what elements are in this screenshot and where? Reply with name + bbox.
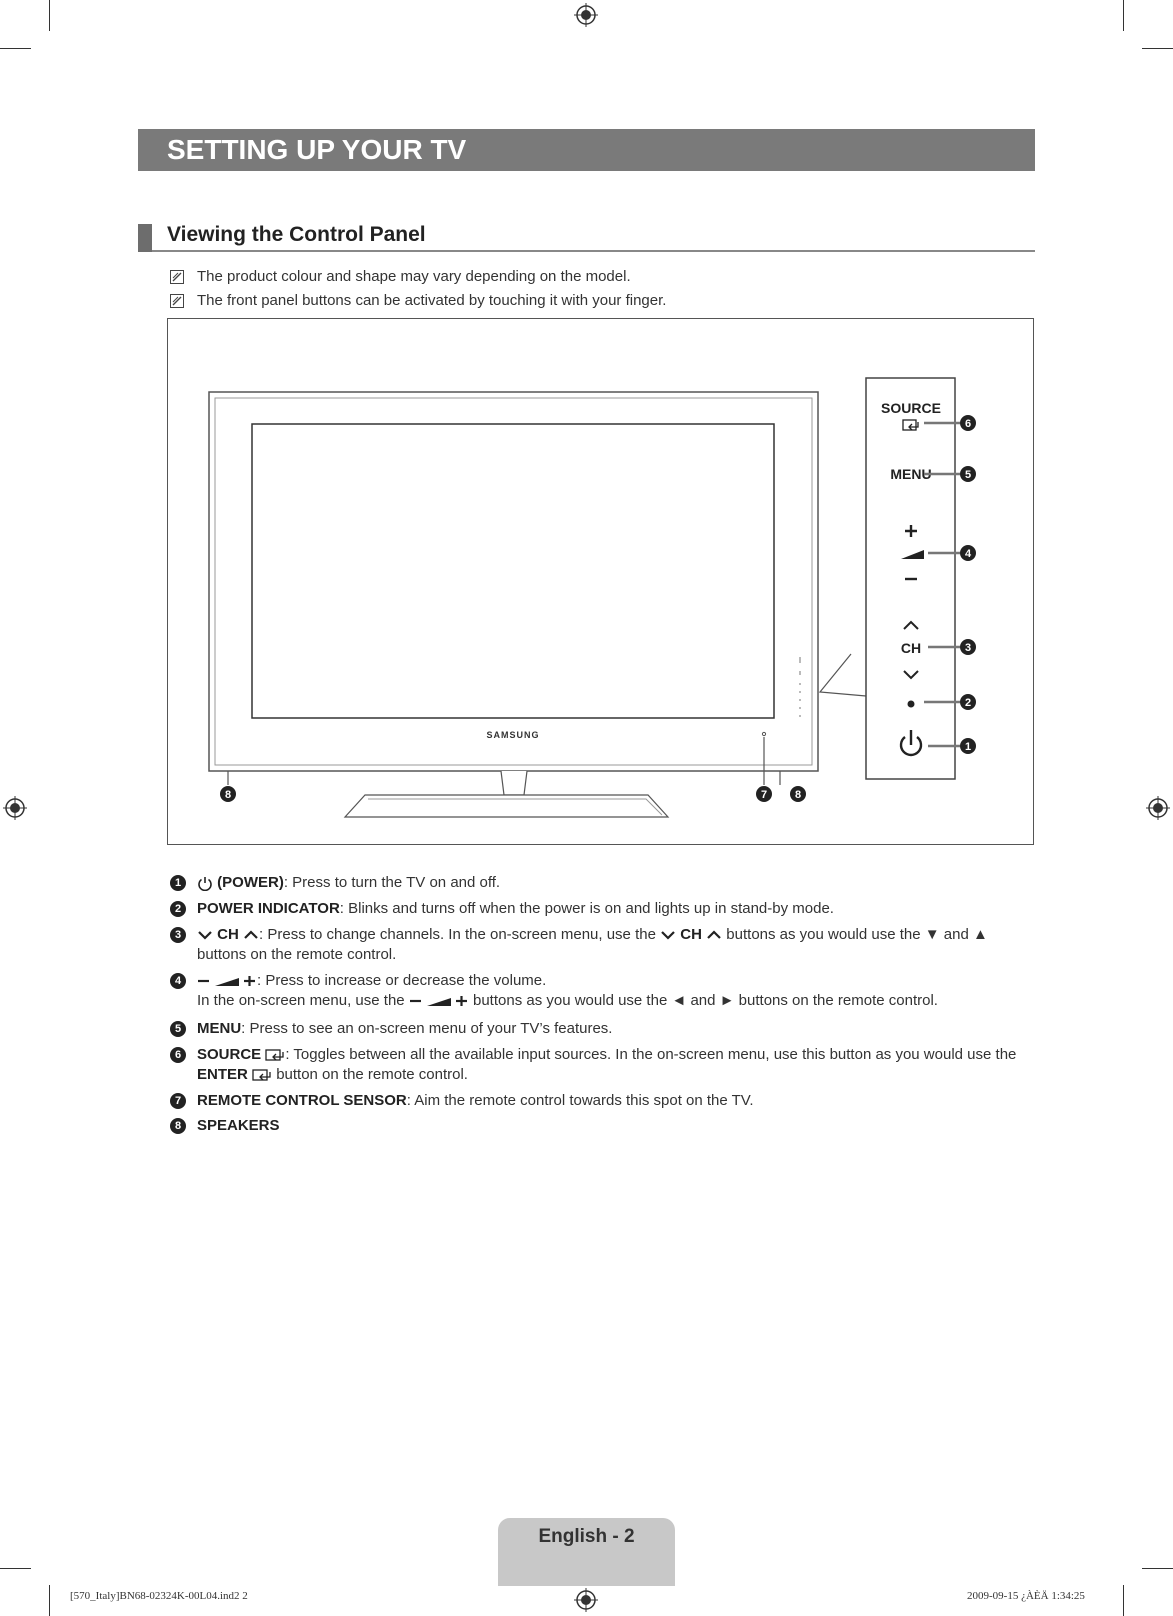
chevron-up-icon	[243, 929, 259, 941]
item-text: : Press to increase or decrease the volume.	[257, 972, 547, 989]
item-text: : Aim the remote control towards this spot on the TV.	[406, 1092, 754, 1109]
chevron-down-icon	[197, 929, 213, 941]
crop-mark	[1123, 1585, 1124, 1616]
tv-illustration	[168, 319, 1033, 844]
callout-2-label: 2	[964, 697, 972, 709]
item-text-2: buttons as you would use the ▼ and ▲	[726, 926, 988, 943]
item-text: : Blinks and turns off when the power is on and lights up in stand-by mode.	[339, 900, 834, 917]
crop-mark	[0, 48, 31, 49]
registration-mark-icon	[574, 1588, 598, 1612]
registration-mark-icon	[574, 3, 598, 27]
item-label-2: CH	[680, 926, 702, 943]
footer-timestamp: 2009-09-15 ¿ÀÈÄ 1:34:25	[967, 1590, 1085, 1602]
item-label: REMOTE CONTROL SENSOR	[197, 1092, 407, 1109]
tv-stand-neck	[501, 771, 527, 795]
callout-8-right-label: 8	[794, 789, 802, 801]
registration-mark-icon	[3, 796, 27, 820]
item-label: MENU	[197, 1020, 242, 1037]
chevron-down-icon	[660, 929, 676, 941]
callout-5-label: 5	[964, 469, 972, 481]
crop-mark	[49, 1585, 50, 1616]
page-title: SETTING UP YOUR TV	[138, 129, 1035, 171]
crop-mark	[49, 0, 50, 31]
item-text-2: button on the remote control.	[276, 1066, 468, 1083]
description-item-volume	[170, 971, 1030, 1011]
note-item	[170, 268, 631, 286]
item-label-2: ENTER	[197, 1066, 248, 1083]
power-icon	[197, 875, 213, 891]
crop-mark	[1142, 1568, 1173, 1569]
item-number: 1	[170, 875, 186, 891]
item-text-2: In the on-screen menu, use the	[197, 992, 405, 1009]
item-text-3: buttons on the remote control.	[197, 946, 397, 963]
control-panel-figure	[167, 318, 1034, 845]
callout-7-label: 7	[760, 789, 768, 801]
item-number: 7	[170, 1093, 186, 1109]
note-icon	[170, 270, 184, 284]
item-text-3: buttons as you would use the ◄ and ► buttons on the remote control.	[472, 992, 938, 1009]
callout-6-label: 6	[964, 418, 972, 430]
item-text: : Press to turn the TV on and off.	[283, 874, 501, 891]
description-item-source	[170, 1045, 1030, 1085]
description-item-power	[170, 873, 1030, 893]
crop-mark	[0, 1568, 31, 1569]
item-text: : Press to change channels. In the on-screen menu, use the	[259, 926, 656, 943]
item-text: : Toggles between all the available input sources. In the on-screen menu, use this button as you would use the	[285, 1046, 1017, 1063]
item-label: SPEAKERS	[197, 1117, 280, 1134]
power-indicator-dot	[908, 701, 915, 708]
crop-mark	[1142, 48, 1173, 49]
callout-4-label: 4	[964, 548, 972, 560]
enter-icon	[265, 1048, 285, 1062]
item-label: POWER INDICATOR	[197, 900, 340, 917]
enter-icon	[252, 1068, 272, 1082]
callout-8-left-label: 8	[224, 789, 232, 801]
panel-menu-label: MENU	[890, 466, 932, 482]
item-number: 4	[170, 973, 186, 989]
item-number: 8	[170, 1118, 186, 1134]
panel-source-label: SOURCE	[881, 400, 941, 416]
item-text: : Press to see an on-screen menu of your TV’s features.	[241, 1020, 613, 1037]
item-number: 5	[170, 1021, 186, 1037]
page-number-label: English - 2	[538, 1526, 635, 1547]
description-item-menu	[170, 1019, 1030, 1039]
note-text: The product colour and shape may vary depending on the model.	[197, 268, 631, 285]
item-label: CH	[217, 926, 239, 943]
section-title: Viewing the Control Panel	[167, 223, 426, 246]
item-number: 3	[170, 927, 186, 943]
crop-mark	[1123, 0, 1124, 31]
volume-icon	[197, 974, 257, 988]
description-item-power-indicator	[170, 899, 1030, 919]
registration-mark-icon	[1146, 796, 1170, 820]
description-item-channel	[170, 925, 1030, 965]
tv-screen	[252, 424, 774, 718]
note-icon	[170, 294, 184, 308]
volume-icon	[409, 994, 469, 1008]
callout-3-label: 3	[964, 642, 972, 654]
item-label: (POWER)	[217, 874, 284, 891]
item-number: 2	[170, 901, 186, 917]
tv-stand-base	[345, 795, 668, 817]
panel-ch-label: CH	[900, 640, 922, 656]
callout-1-label: 1	[964, 741, 972, 753]
note-text: The front panel buttons can be activated by touching it with your finger.	[197, 292, 667, 309]
section-marker	[138, 224, 152, 252]
footer-file-info: [570_Italy]BN68-02324K-00L04.ind2 2	[70, 1590, 248, 1602]
item-number: 6	[170, 1047, 186, 1063]
description-item-speakers	[170, 1116, 1030, 1136]
page-number-tab	[498, 1518, 675, 1586]
note-item	[170, 292, 666, 310]
item-label: SOURCE	[197, 1046, 262, 1063]
section-header	[138, 222, 1035, 252]
chevron-up-icon	[706, 929, 722, 941]
tv-brand-logo: SAMSUNG	[486, 730, 540, 740]
description-item-remote-sensor	[170, 1091, 1030, 1111]
